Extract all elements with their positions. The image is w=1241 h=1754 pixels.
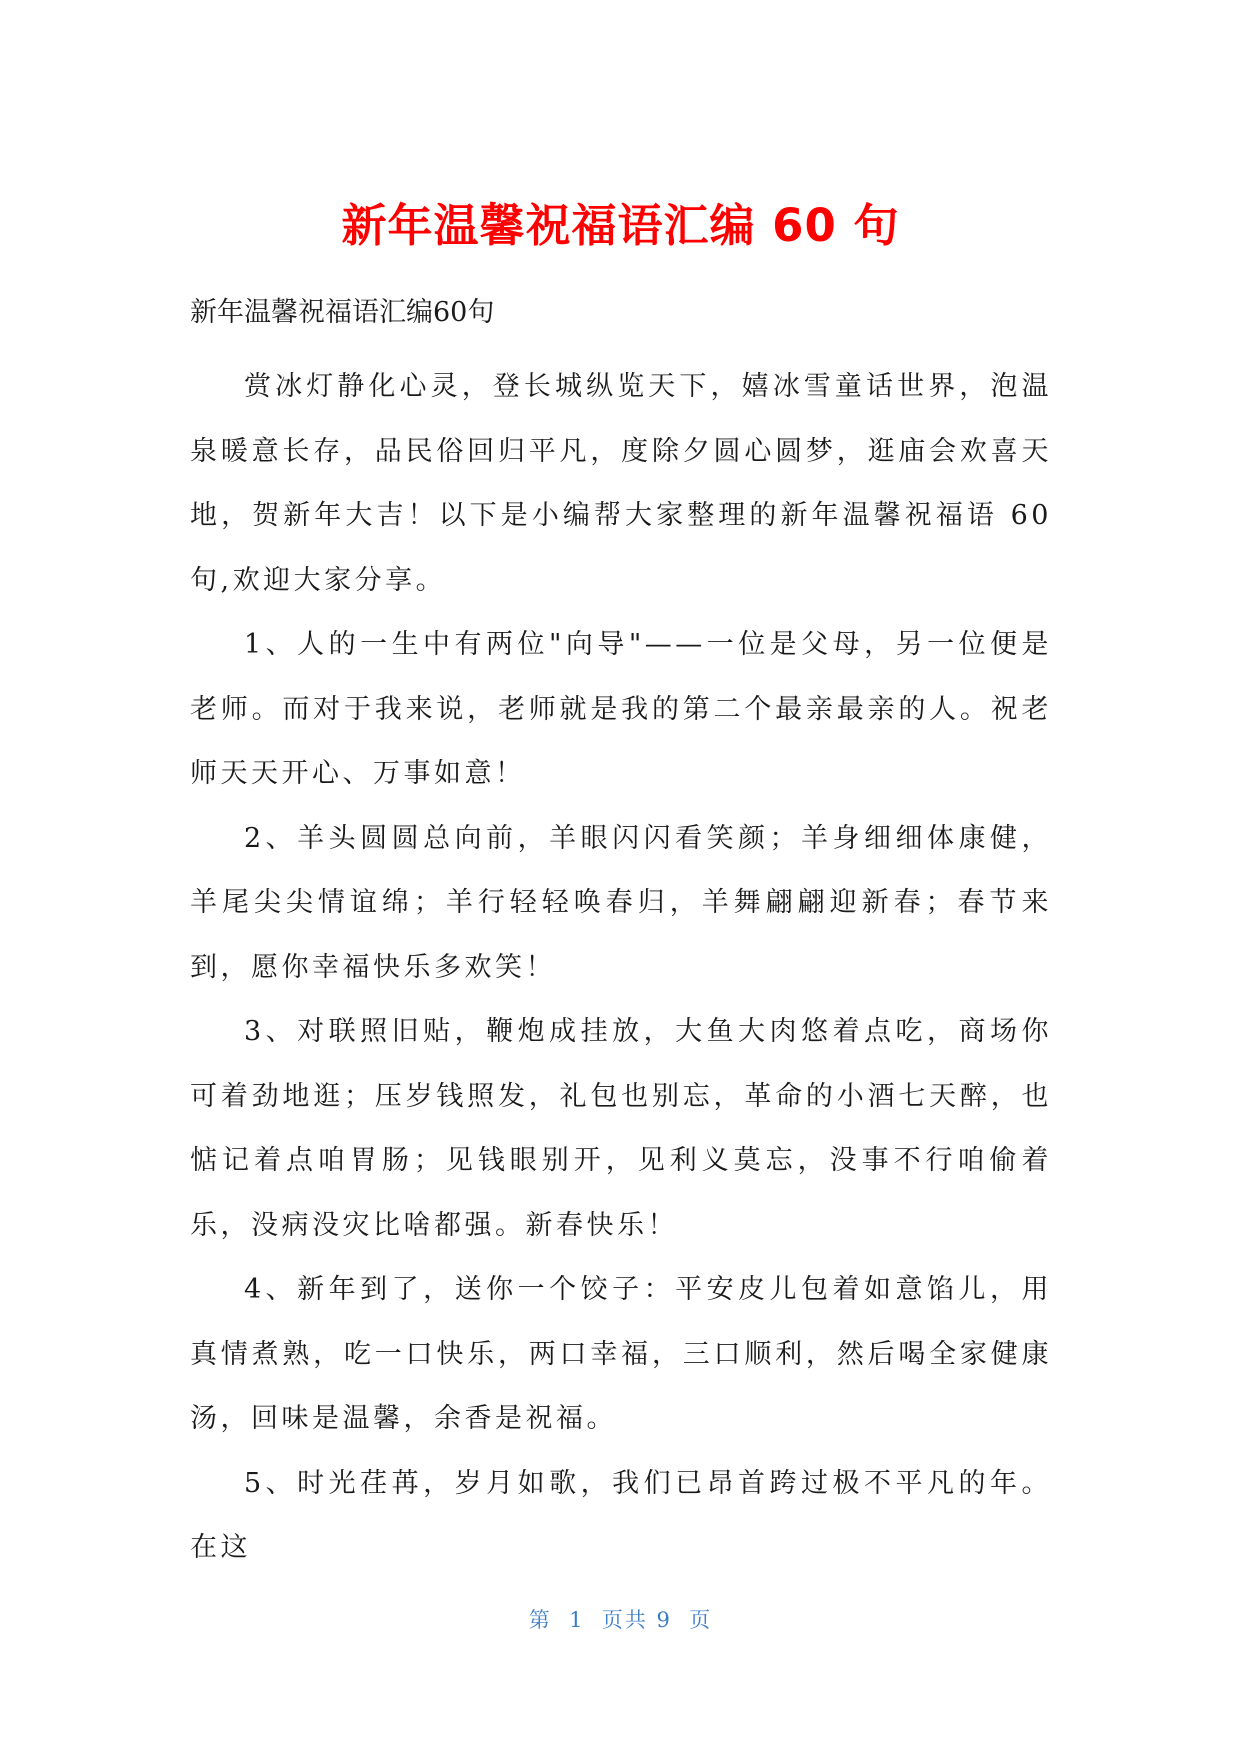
document-body <box>190 355 1052 1581</box>
blessing-paragraph-2: 2、羊头圆圆总向前，羊眼闪闪看笑颜；羊身细细体康健，羊尾尖尖情谊绵；羊行轻轻唤春归，羊舞翩翩迎新春；春节来到，愿你幸福快乐多欢笑！ <box>190 822 1052 983</box>
blessing-paragraph-1: 1、人的一生中有两位"向导"——一位是父母，另一位便是老师。而对于我来说，老师就是我的第二个最亲最亲的人。祝老师天天开心、万事如意！ <box>190 629 1052 789</box>
blessing-paragraph-3: 3、对联照旧贴，鞭炮成挂放，大鱼大肉悠着点吃，商场你可着劲地逛；压岁钱照发，礼包也别忘，革命的小酒七天醉，也惦记着点咱胃肠；见钱眼别开，见利义莫忘，没事不行咱偷着乐，没病没灾比啥都强。新春快乐！ <box>190 1016 1052 1241</box>
intro-paragraph: 赏冰灯静化心灵，登长城纵览天下，嬉冰雪童话世界，泡温泉暖意长存，品民俗回归平凡，度除夕圆心圆梦，逛庙会欢喜天地，贺新年大吉！以下是小编帮大家整理的新年温馨祝福语 60 句,欢迎大家分享。 <box>190 371 1052 596</box>
page-footer: 第 1 页共 9 页 <box>528 1608 713 1632</box>
document-title: 新年温馨祝福语汇编 60 句 <box>341 199 900 252</box>
blessing-paragraph-5: 5、时光荏苒，岁月如歌，我们已昂首跨过极不平凡的年。在这 <box>190 1467 1052 1563</box>
blessing-paragraph-4: 4、新年到了，送你一个饺子：平安皮儿包着如意馅儿，用真情煮熟，吃一口快乐，两口幸福，三口顺利，然后喝全家健康汤，回味是温馨，余香是祝福。 <box>190 1274 1052 1434</box>
document-subtitle: 新年温馨祝福语汇编60句 <box>190 297 495 328</box>
